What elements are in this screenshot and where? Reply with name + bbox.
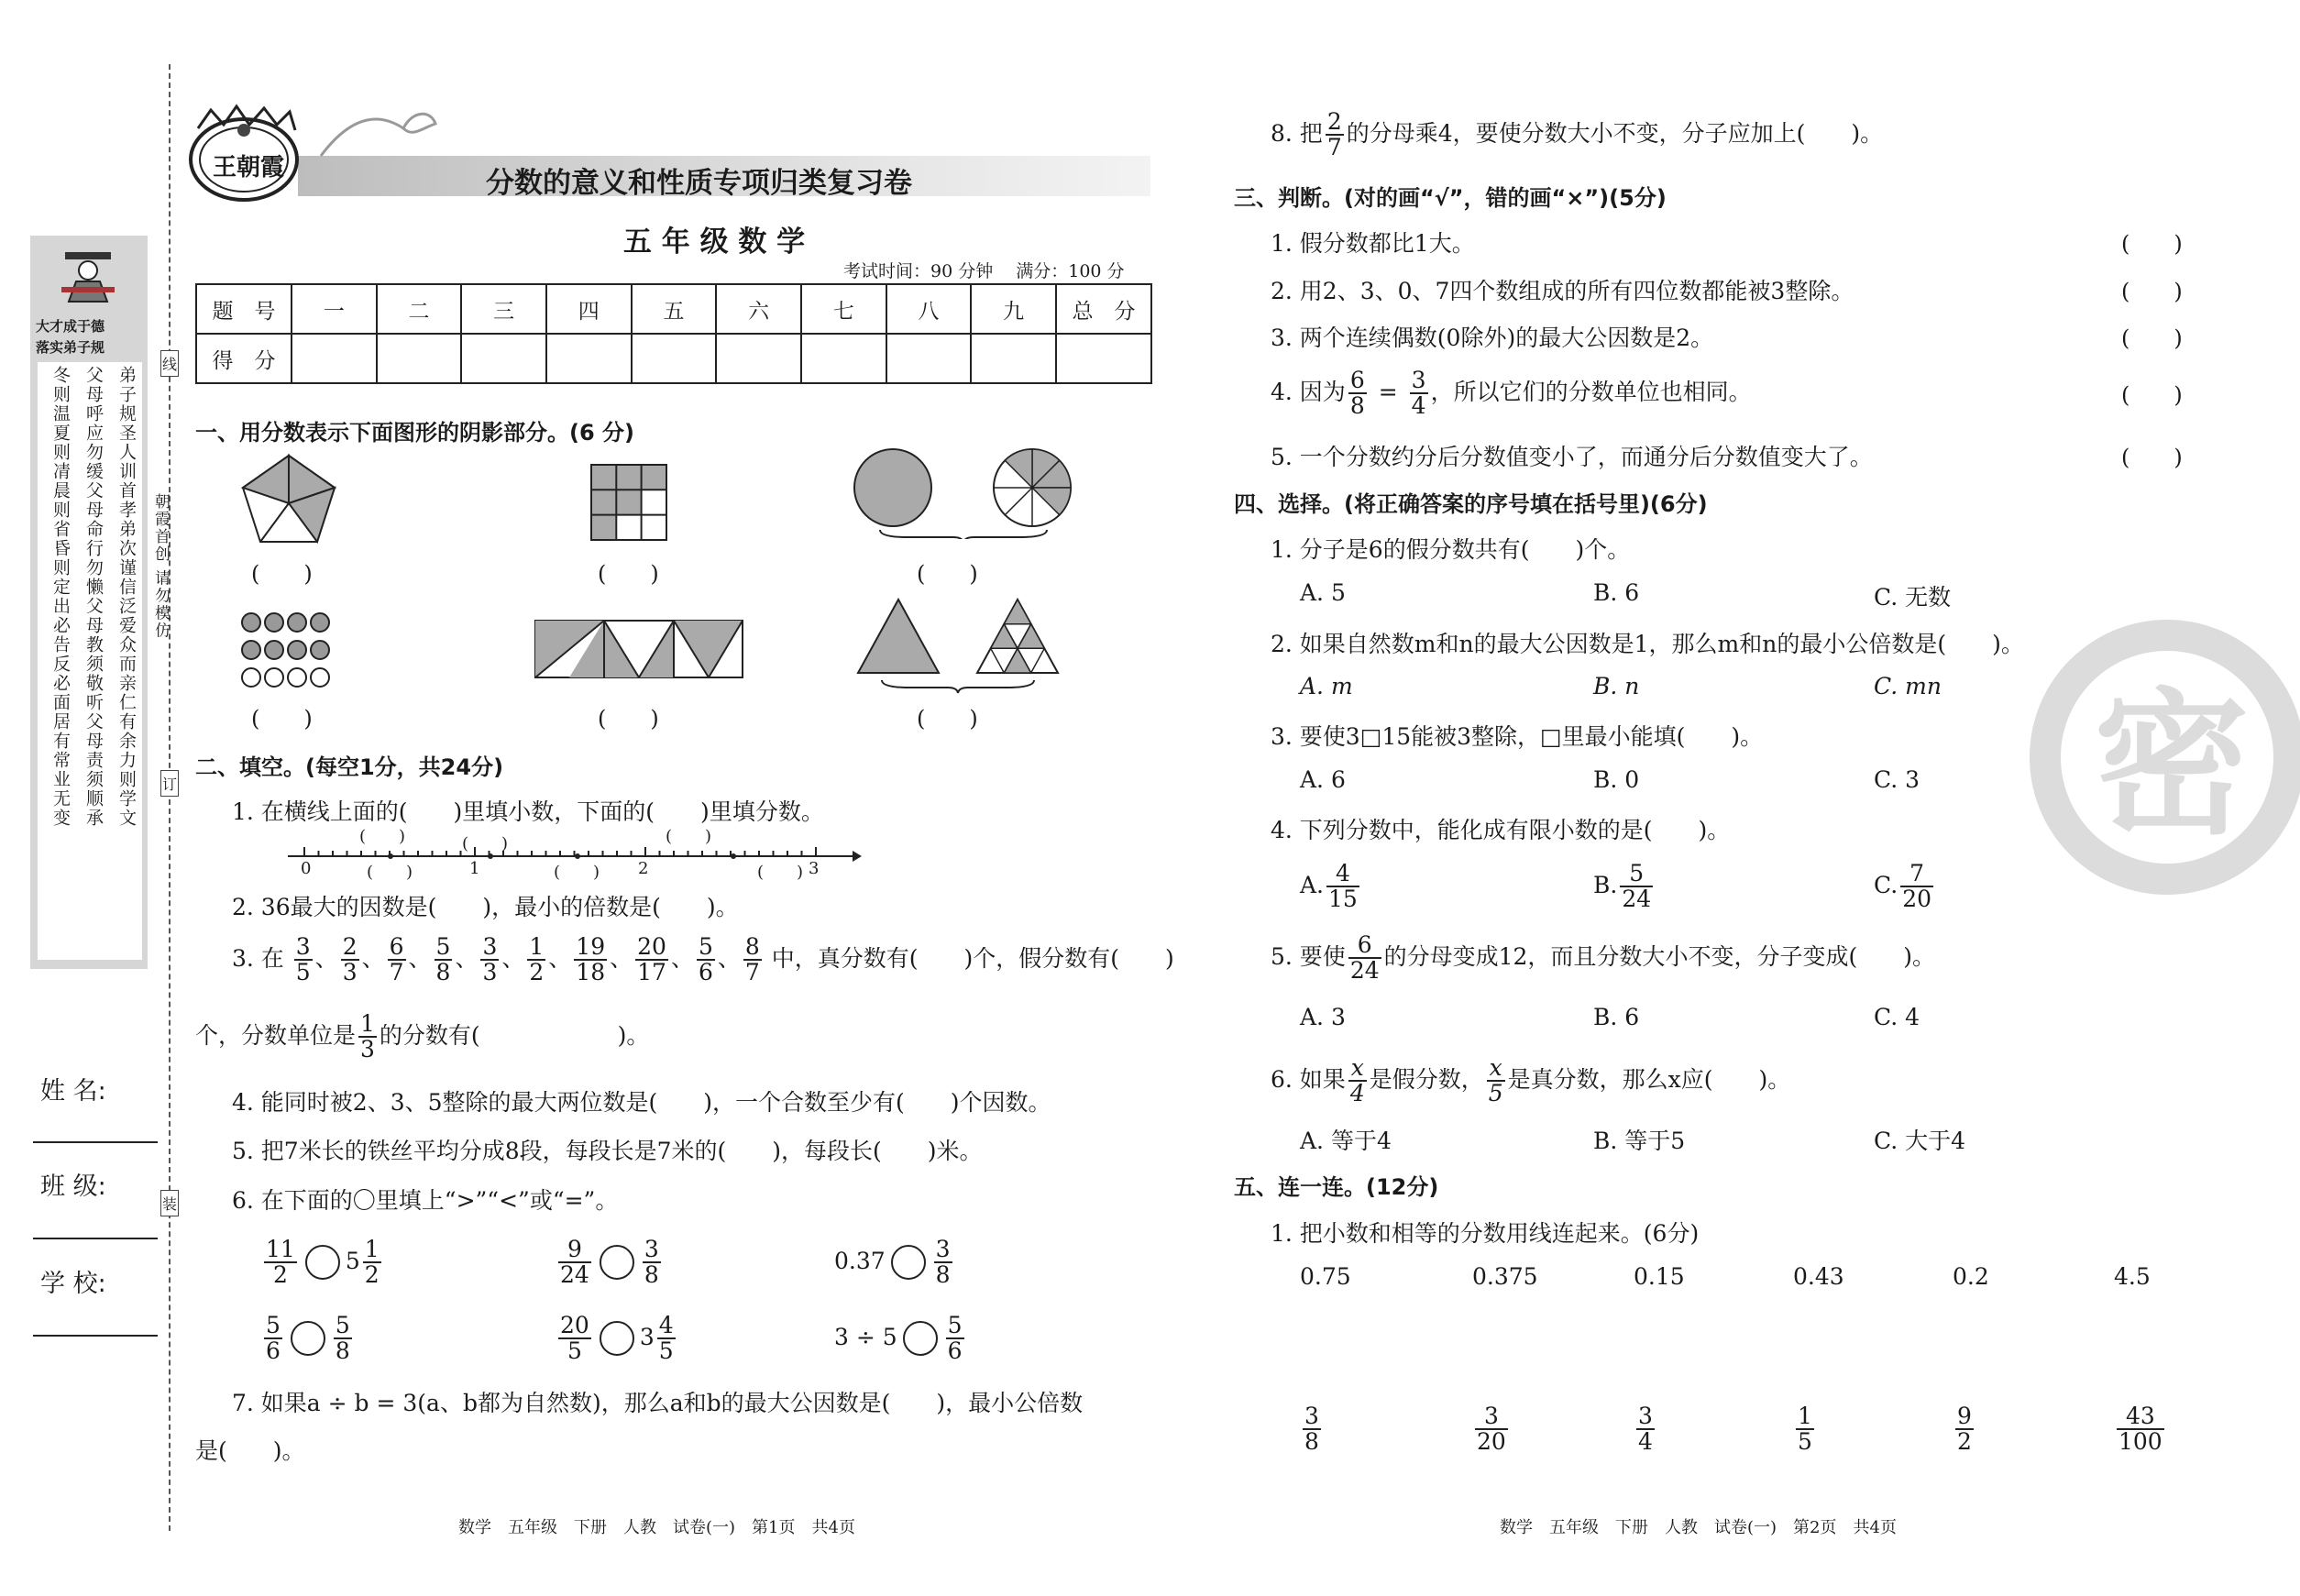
compare-item-e xyxy=(556,1314,678,1364)
denominator: 6 xyxy=(266,1337,281,1365)
score-cell: 一 xyxy=(292,284,377,334)
score-cell: 五 xyxy=(632,284,717,334)
compare-circle[interactable] xyxy=(600,1321,634,1356)
q3-prefix: 3. 在 xyxy=(232,944,284,972)
option[interactable] xyxy=(1593,862,1656,912)
separator: 、 xyxy=(501,944,525,972)
page-title: 分数的意义和性质专项归类复习卷 xyxy=(486,167,912,200)
option-letter: A. xyxy=(1300,871,1325,898)
motto-1: 大才成于德 xyxy=(36,318,105,335)
score-cell: 四 xyxy=(546,284,632,334)
separator: 、 xyxy=(610,944,633,972)
numerator: 20 xyxy=(637,933,666,960)
whole-number: 5 xyxy=(345,1247,360,1274)
score-cell: 六 xyxy=(716,284,801,334)
numerator: 43 xyxy=(2117,1404,2164,1430)
subject-title: 五 年 级 数 学 xyxy=(623,226,806,259)
numerator: 3 xyxy=(935,1236,951,1262)
numberline-blank-bottom[interactable]: ( ) xyxy=(757,863,804,882)
denominator: 24 xyxy=(560,1261,589,1289)
fraction xyxy=(1487,1056,1505,1106)
expression: 3 ÷ 5 xyxy=(834,1323,897,1350)
fill-q8 xyxy=(1271,110,1883,160)
numberline-label-0: 0 xyxy=(301,859,312,878)
score-input[interactable] xyxy=(377,334,462,383)
denominator: 18 xyxy=(576,959,606,986)
answer-blank[interactable]: ( ) xyxy=(598,706,659,732)
q5-suffix: 的分母变成12，而且分数大小不变，分子变成( )。 xyxy=(1383,942,1935,970)
school-field[interactable] xyxy=(33,1335,158,1337)
denominator: 20 xyxy=(1477,1428,1506,1456)
denominator: 2 xyxy=(529,959,545,986)
whole-number: 3 xyxy=(639,1323,655,1350)
denominator: 17 xyxy=(637,959,666,986)
option[interactable]: B. 6 xyxy=(1593,1004,1640,1030)
fraction xyxy=(1955,1404,1974,1455)
choice-q5 xyxy=(1271,933,1935,984)
fraction xyxy=(1348,933,1381,984)
fraction xyxy=(294,935,313,985)
denominator: 8 xyxy=(1349,392,1365,420)
denominator: 2 xyxy=(364,1261,380,1289)
q3-mid: 中，真分数有( )个，假分数有( ) xyxy=(771,944,1174,972)
numerator: x xyxy=(1348,1056,1367,1082)
grid-square-figure xyxy=(590,464,667,541)
numerator: 6 xyxy=(389,933,404,960)
fill-q2: 2. 36最大的因数是( )，最小的倍数是( )。 xyxy=(232,894,739,920)
marker-line: 线 xyxy=(160,350,179,377)
denominator: 100 xyxy=(2118,1428,2162,1456)
match-decimal[interactable]: 0.15 xyxy=(1634,1263,1685,1290)
numerator: 6 xyxy=(1349,367,1365,393)
match-fraction[interactable] xyxy=(1953,1404,1976,1455)
fraction xyxy=(946,1314,964,1364)
fraction xyxy=(1303,1404,1321,1455)
fraction xyxy=(1410,369,1428,419)
q3-line2b: 的分数有( )。 xyxy=(379,1021,650,1049)
denominator: 5 xyxy=(295,959,311,986)
option[interactable]: C. 大于4 xyxy=(1874,1128,1966,1154)
numerator: 4 xyxy=(658,1312,674,1338)
fraction xyxy=(743,935,762,985)
judge-item-5: 5. 一个分数约分后分数值变小了，而通分后分数值变大了。 xyxy=(1271,444,1873,470)
judge-blank[interactable]: ( ) xyxy=(2121,231,2183,257)
name-label: 姓 名: xyxy=(40,1077,106,1106)
numerator: 3 xyxy=(1475,1404,1508,1430)
denominator: 6 xyxy=(947,1337,963,1365)
match-fraction[interactable] xyxy=(2114,1404,2167,1455)
numerator: 1 xyxy=(1798,1403,1812,1429)
score-input[interactable] xyxy=(971,334,1056,383)
separator: 、 xyxy=(408,944,432,972)
judge-blank[interactable]: ( ) xyxy=(2121,382,2183,408)
numerator: 3 xyxy=(644,1236,659,1262)
footer-left: 数学 五年级 下册 人教 试卷(一) 第1页 共4页 xyxy=(458,1518,855,1537)
fraction xyxy=(1326,862,1359,912)
numerator: 5 xyxy=(1620,862,1653,887)
score-cell: 九 xyxy=(971,284,1056,334)
ribbon-icon xyxy=(312,101,440,165)
numerator: 7 xyxy=(1900,862,1933,887)
score-input[interactable] xyxy=(546,334,632,383)
score-input[interactable] xyxy=(292,334,377,383)
item4-tail: ，所以它们的分数单位也相同。 xyxy=(1430,378,1752,405)
q8-suffix: 的分母乘4，要使分数大小不变，分子应加上( )。 xyxy=(1346,119,1884,147)
numerator: 3 xyxy=(1411,367,1426,393)
denominator: 24 xyxy=(1349,957,1380,985)
match-fraction[interactable] xyxy=(1793,1404,1817,1455)
fraction xyxy=(264,1238,297,1288)
match-fraction[interactable] xyxy=(1472,1404,1511,1455)
rules-column-1: 弟子规圣人训首孝弟次谨信泛爱众而亲仁有余力则学文 xyxy=(116,366,137,828)
separator: 、 xyxy=(670,944,694,972)
denominator: 3 xyxy=(482,959,498,986)
fill-q7-line2: 是( )。 xyxy=(195,1437,305,1464)
numerator: 8 xyxy=(744,933,760,960)
numerator: 5 xyxy=(266,1312,281,1338)
answer-blank[interactable]: ( ) xyxy=(917,706,978,732)
q3-fraction-list xyxy=(292,933,765,986)
rules-box xyxy=(38,362,142,960)
fraction xyxy=(1636,1404,1655,1455)
fraction xyxy=(341,935,359,985)
numberline-blank-top[interactable]: ( ) xyxy=(666,827,712,846)
judge-item-3: 3. 两个连续偶数(0除外)的最大公因数是2。 xyxy=(1271,325,1714,351)
fraction xyxy=(480,935,499,985)
match-decimal[interactable]: 0.75 xyxy=(1300,1263,1351,1290)
score-cell: 二 xyxy=(377,284,462,334)
fraction xyxy=(558,1238,591,1288)
fraction xyxy=(334,1314,352,1364)
numerator: 19 xyxy=(576,933,606,960)
fraction xyxy=(1326,110,1344,160)
score-cell: 七 xyxy=(801,284,886,334)
answer-blank[interactable]: ( ) xyxy=(251,706,313,732)
exam-info: 考试时间：90 分钟 满分：100 分 xyxy=(843,261,1125,281)
fill-q5: 5. 把7米长的铁丝平均分成8段，每段长是7米的( )，每段长( )米。 xyxy=(232,1138,983,1164)
compare-item-b xyxy=(556,1238,664,1288)
marker-zhuang: 装 xyxy=(160,1190,179,1216)
option-letter: B. xyxy=(1593,871,1618,898)
option[interactable]: B. 0 xyxy=(1593,766,1640,793)
judge-blank[interactable]: ( ) xyxy=(2121,445,2183,470)
numerator: 1 xyxy=(364,1236,380,1262)
numerator: 2 xyxy=(1326,108,1342,135)
answer-blank[interactable]: ( ) xyxy=(917,561,978,587)
choice-q6 xyxy=(1271,1056,1790,1106)
q3-line2a: 个，分数单位是 xyxy=(195,1021,357,1049)
numerator: 5 xyxy=(947,1312,963,1338)
scholar-figure-icon xyxy=(58,248,118,303)
fraction xyxy=(1348,1056,1367,1106)
answer-blank[interactable]: ( ) xyxy=(251,561,313,587)
q6-suffix: 是真分数，那么x应( )。 xyxy=(1507,1065,1791,1093)
name-field[interactable] xyxy=(33,1141,158,1143)
numberline-blank-bottom[interactable]: ( ) xyxy=(554,863,600,882)
numerator: 3 xyxy=(482,933,498,960)
q6-mid: 是假分数， xyxy=(1369,1065,1484,1093)
score-table-score-row xyxy=(196,334,1151,383)
rules-column-2: 父母呼应勿缓父母命行勿懒父母教须敬听父母责须顺承 xyxy=(83,366,104,828)
score-cell: 总 分 xyxy=(1056,284,1151,334)
fraction xyxy=(697,935,715,985)
score-cell: 题 号 xyxy=(196,284,292,334)
option[interactable] xyxy=(1300,862,1362,912)
pentagon-figure xyxy=(240,453,337,545)
decimal: 0.37 xyxy=(834,1247,886,1274)
option[interactable]: A. 5 xyxy=(1300,579,1346,606)
numerator: 2 xyxy=(342,933,358,960)
footer-right: 数学 五年级 下册 人教 试卷(一) 第2页 共4页 xyxy=(1500,1518,1897,1537)
denominator: 8 xyxy=(644,1261,659,1289)
dots-figure xyxy=(240,611,332,691)
numerator: 5 xyxy=(335,1312,350,1338)
school-label: 学 校: xyxy=(40,1270,106,1298)
numerator: x xyxy=(1487,1056,1505,1082)
numerator: 11 xyxy=(266,1236,295,1262)
denominator: 7 xyxy=(744,959,760,986)
fraction xyxy=(388,935,406,985)
compare-circle[interactable] xyxy=(891,1245,926,1280)
denominator: 8 xyxy=(935,1261,951,1289)
secret-watermark-icon xyxy=(2030,620,2300,895)
numerator: 1 xyxy=(360,1010,375,1037)
marker-ding: 订 xyxy=(160,770,179,797)
numberline-label-3: 3 xyxy=(809,859,820,878)
answer-blank[interactable]: ( ) xyxy=(598,561,659,587)
denominator: 3 xyxy=(342,959,358,986)
fraction xyxy=(635,935,668,985)
margin-rules-panel xyxy=(30,236,148,969)
option[interactable]: A. 等于4 xyxy=(1300,1128,1392,1154)
compare-circle[interactable] xyxy=(903,1321,938,1356)
denominator: 2 xyxy=(1957,1428,1972,1456)
match-fraction[interactable] xyxy=(1300,1404,1324,1455)
numerator: 6 xyxy=(1348,933,1381,959)
judge-blank[interactable]: ( ) xyxy=(2121,279,2183,304)
fraction xyxy=(657,1314,676,1364)
fill-q6: 6. 在下面的〇里填上“>”“<”或“=”。 xyxy=(232,1187,619,1214)
numberline-blank-bottom[interactable]: ( ) xyxy=(367,863,413,882)
fraction xyxy=(574,935,607,985)
fraction xyxy=(264,1314,282,1364)
compare-circle[interactable] xyxy=(305,1245,340,1280)
cut-line xyxy=(169,64,171,1531)
section5-heading: 五、连一连。(12分) xyxy=(1234,1174,1439,1200)
score-row-label: 得 分 xyxy=(196,334,292,383)
numberline-blank-top[interactable]: ( ) xyxy=(359,827,406,846)
match-fraction[interactable] xyxy=(1634,1404,1657,1455)
score-input[interactable] xyxy=(886,334,972,383)
brand-name: 王朝霞 xyxy=(213,154,285,182)
judge-item-1: 1. 假分数都比1大。 xyxy=(1271,230,1475,257)
option[interactable]: A. m xyxy=(1300,673,1353,699)
fraction xyxy=(1348,369,1367,419)
option[interactable]: C. mn xyxy=(1874,673,1942,699)
option[interactable]: A. 3 xyxy=(1300,1004,1346,1030)
score-input[interactable] xyxy=(632,334,717,383)
two-circles-figure xyxy=(853,447,1074,539)
motto-2: 落实弟子规 xyxy=(36,339,105,356)
numerator: 4 xyxy=(1326,862,1359,887)
numerator: 3 xyxy=(1304,1403,1319,1429)
denominator: 4 xyxy=(1638,1428,1653,1456)
separator: 、 xyxy=(455,944,479,972)
fraction xyxy=(1796,1404,1814,1455)
score-cell: 八 xyxy=(886,284,972,334)
numerator: 5 xyxy=(698,933,713,960)
denominator: 5 xyxy=(567,1337,582,1365)
fill-q3 xyxy=(232,935,1174,985)
denominator: 4 xyxy=(1349,1080,1365,1107)
option[interactable]: C. 3 xyxy=(1874,766,1920,793)
separator: 、 xyxy=(717,944,741,972)
numerator: 3 xyxy=(1638,1403,1653,1429)
option[interactable]: C. 4 xyxy=(1874,1004,1920,1030)
denominator: 7 xyxy=(1326,134,1342,161)
match-decimal[interactable]: 0.375 xyxy=(1472,1263,1538,1290)
fraction xyxy=(934,1238,952,1288)
watermark-text: 密 xyxy=(2094,675,2250,856)
score-input[interactable] xyxy=(1056,334,1151,383)
numerator: 1 xyxy=(529,933,545,960)
denominator: 6 xyxy=(698,959,713,986)
denominator: 2 xyxy=(272,1261,288,1289)
option[interactable] xyxy=(1874,862,1936,912)
denominator: 24 xyxy=(1622,886,1652,913)
fraction xyxy=(1475,1404,1508,1455)
denominator: 5 xyxy=(1798,1428,1812,1456)
fraction xyxy=(435,935,453,985)
numerator: 5 xyxy=(435,933,451,960)
score-cell: 三 xyxy=(461,284,546,334)
q8-prefix: 8. 把 xyxy=(1271,119,1323,147)
q6-prefix: 6. 如果 xyxy=(1271,1065,1346,1093)
two-triangles-figure xyxy=(856,596,1060,695)
separator: 、 xyxy=(314,944,338,972)
fill-q4: 4. 能同时被2、3、5整除的最大两位数是( )，一个合数至少有( )个因数。 xyxy=(232,1089,1051,1116)
fraction xyxy=(558,1314,591,1364)
numerator: 9 xyxy=(1957,1403,1972,1429)
numberline-blank-top[interactable]: ( ) xyxy=(462,834,509,853)
numberline-label-2: 2 xyxy=(638,859,649,878)
compare-item-d xyxy=(261,1314,355,1364)
choice-q4: 4. 下列分数中，能化成有限小数的是( )。 xyxy=(1271,817,1731,843)
compare-item-c xyxy=(834,1238,955,1288)
separator: 、 xyxy=(548,944,572,972)
fraction xyxy=(2117,1404,2164,1455)
judge-item-4 xyxy=(1271,369,1752,419)
class-label: 班 级: xyxy=(40,1172,106,1201)
fraction xyxy=(527,935,545,985)
option[interactable]: B. 6 xyxy=(1593,579,1640,606)
score-table xyxy=(195,283,1152,384)
item4-prefix: 4. 因为 xyxy=(1271,378,1346,405)
q5-prefix: 5. 要使 xyxy=(1271,942,1346,970)
option[interactable]: B. 等于5 xyxy=(1593,1128,1686,1154)
section1-heading: 一、用分数表示下面图形的阴影部分。(6 分) xyxy=(195,420,634,446)
score-input[interactable] xyxy=(801,334,886,383)
denominator: 8 xyxy=(335,1337,350,1365)
denominator: 4 xyxy=(1411,392,1426,420)
denominator: 5 xyxy=(1488,1080,1503,1107)
score-input[interactable] xyxy=(716,334,801,383)
compare-circle[interactable] xyxy=(291,1321,325,1356)
compare-item-f xyxy=(834,1314,967,1364)
fill-q1: 1. 在横线上面的( )里填小数，下面的( )里填分数。 xyxy=(232,798,824,825)
denominator: 7 xyxy=(389,959,404,986)
side-note: 朝霞首创 请勿模仿 xyxy=(151,493,170,640)
separator: 、 xyxy=(361,944,385,972)
equals-sign: = xyxy=(1378,378,1398,405)
match-q1: 1. 把小数和相等的分数用线连起来。(6分) xyxy=(1271,1220,1700,1247)
fill-q3-line2 xyxy=(195,1012,649,1062)
section2-heading: 二、填空。(每空1分，共24分) xyxy=(195,754,504,780)
denominator: 8 xyxy=(1304,1428,1319,1456)
denominator: 15 xyxy=(1328,886,1358,913)
match-decimal[interactable]: 4.5 xyxy=(2114,1263,2151,1290)
rules-column-3: 冬则温夏则凊晨则省昏则定出必告反必面居有常业无变 xyxy=(50,366,71,828)
section4-heading: 四、选择。(将正确答案的序号填在括号里)(6分) xyxy=(1234,491,1708,517)
match-decimal[interactable]: 0.43 xyxy=(1793,1263,1844,1290)
score-input[interactable] xyxy=(461,334,546,383)
judge-item-2: 2. 用2、3、0、7四个数组成的所有四位数都能被3整除。 xyxy=(1271,278,1854,304)
option-letter: C. xyxy=(1874,871,1898,898)
denominator: 8 xyxy=(435,959,451,986)
section3-heading: 三、判断。(对的画“√”，错的画“×”)(5分) xyxy=(1234,185,1667,211)
numerator: 3 xyxy=(295,933,311,960)
fraction xyxy=(643,1238,661,1288)
numerator: 9 xyxy=(558,1238,591,1263)
denominator: 20 xyxy=(1902,886,1931,913)
triangle-strip-figure xyxy=(534,620,743,678)
fill-q7: 7. 如果a ÷ b = 3(a、b都为自然数)，那么a和b的最大公因数是( )，最小公倍数 xyxy=(232,1390,1084,1416)
denominator: 3 xyxy=(360,1036,375,1063)
fraction xyxy=(363,1238,381,1288)
numberline-label-1: 1 xyxy=(469,859,480,878)
denominator: 5 xyxy=(658,1337,674,1365)
fraction xyxy=(1900,862,1933,912)
numerator: 20 xyxy=(560,1312,589,1338)
compare-item-a xyxy=(261,1238,384,1288)
choice-q3: 3. 要使3□15能被3整除，□里最小能填( )。 xyxy=(1271,723,1764,750)
choice-q1: 1. 分子是6的假分数共有( )个。 xyxy=(1271,536,1631,563)
fraction xyxy=(358,1012,377,1062)
choice-q2: 2. 如果自然数m和n的最大公因数是1，那么m和n的最小公倍数是( )。 xyxy=(1271,631,2024,657)
fraction xyxy=(1620,862,1653,912)
option[interactable]: B. n xyxy=(1593,673,1640,699)
match-decimal[interactable]: 0.2 xyxy=(1953,1263,1989,1290)
judge-blank[interactable]: ( ) xyxy=(2121,325,2183,351)
compare-circle[interactable] xyxy=(600,1245,634,1280)
score-table-header-row xyxy=(196,284,1151,334)
option[interactable]: A. 6 xyxy=(1300,766,1346,793)
class-field[interactable] xyxy=(33,1238,158,1239)
option[interactable]: C. 无数 xyxy=(1874,584,1952,611)
